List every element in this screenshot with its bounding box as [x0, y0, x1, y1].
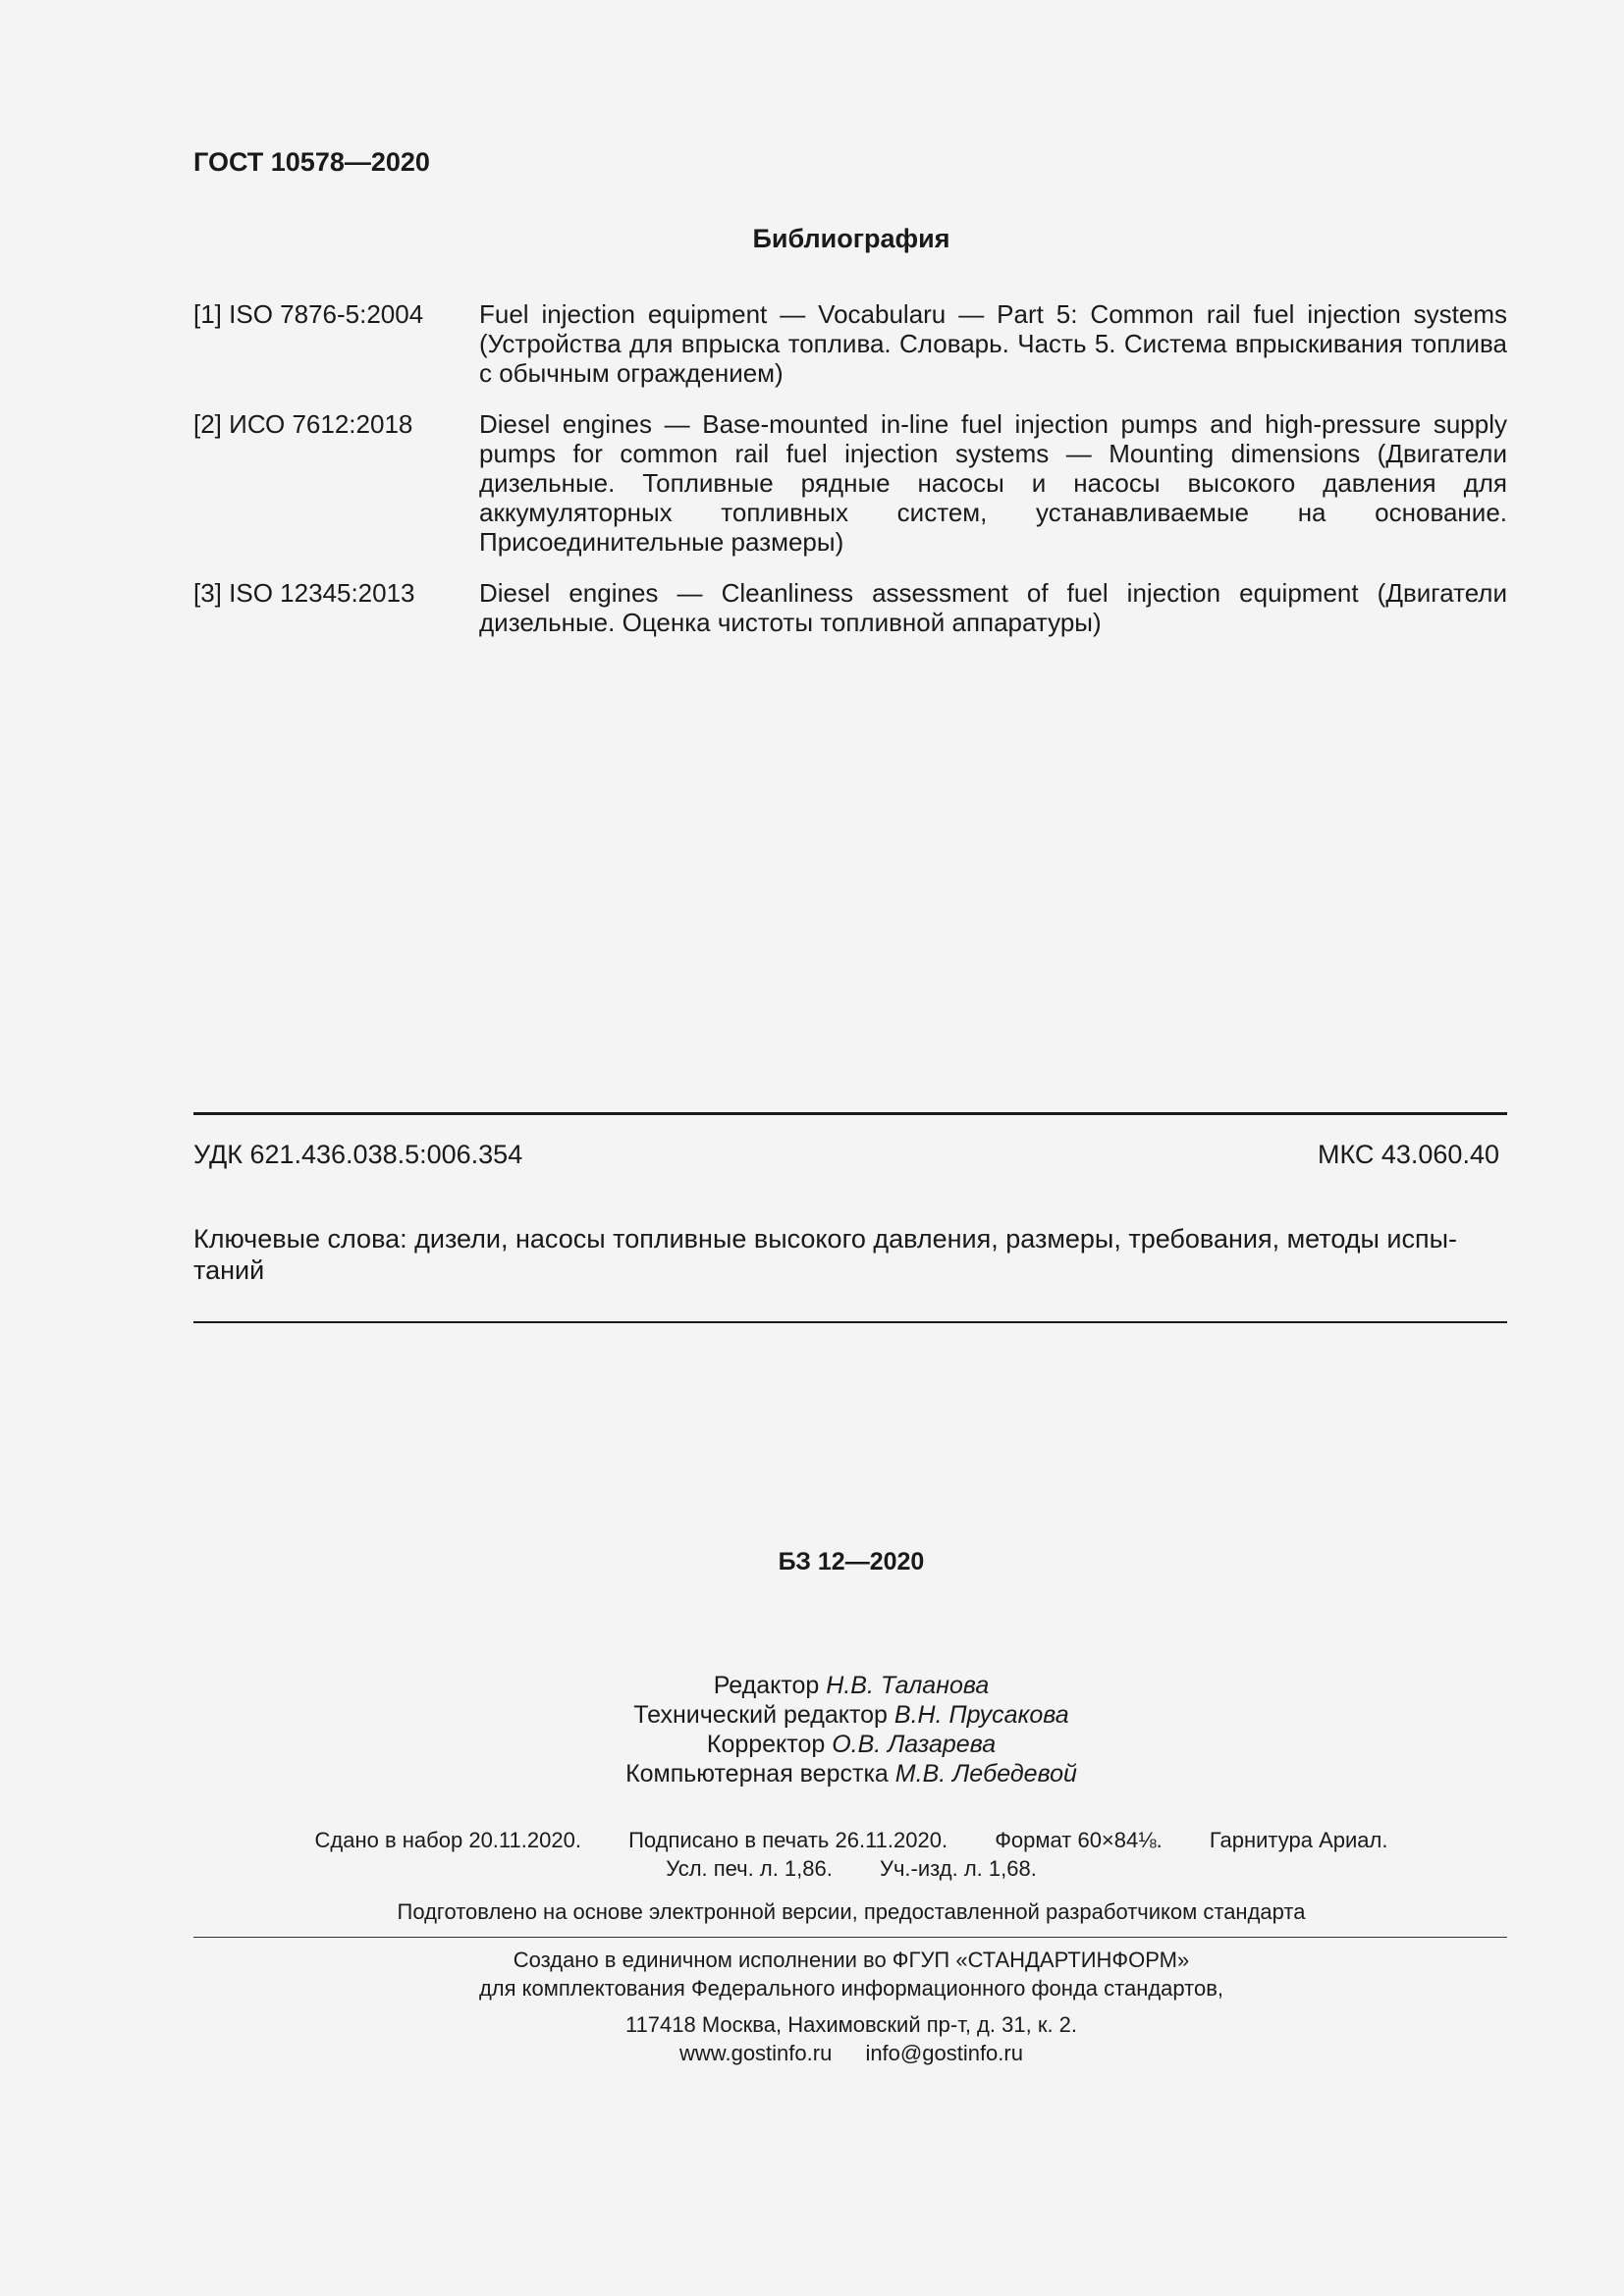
credit-name: О.В. Лазарева: [832, 1731, 997, 1758]
email-link[interactable]: info@gostinfo.ru: [865, 2041, 1023, 2065]
credit-line: [0, 1759, 1624, 1789]
top-divider: [193, 1112, 1507, 1115]
credit-role: Компьютерная верстка: [625, 1760, 889, 1788]
print-info-line: [0, 1826, 1624, 1854]
print-info: [0, 1826, 1624, 1883]
typeface: Гарнитура Ариал.: [1209, 1828, 1388, 1852]
credit-name: М.В. Лебедевой: [894, 1760, 1077, 1788]
bibliography-entry: [193, 578, 1507, 637]
imprint-divider: [193, 1937, 1507, 1938]
bibliography-entry: [193, 299, 1507, 388]
reference-id: [2] ИСО 7612:2018: [193, 409, 413, 439]
credit-role: Технический редактор: [633, 1701, 888, 1729]
document-code: ГОСТ 10578—2020: [193, 147, 430, 177]
created-line: для комплектования Федерального информационного фонда стандартов,: [478, 1976, 1224, 2001]
credit-role: Корректор: [706, 1731, 826, 1758]
credits-block: [0, 1671, 1624, 1789]
mks-code: МКС 43.060.40: [1317, 1140, 1499, 1169]
publisher-contacts: [0, 2039, 1624, 2067]
reference-text: Diesel engines — Base-mounted in-line fuel injection pumps and high-pressure supply pumps for common rail fuel injection systems — Mounting dimensions (Двигатели дизельные. Топливные рядные насосы и насосы высокого давления для аккумуляторных топливных систем, устанавливаемые на основание. Присоединительные размеры): [479, 409, 1507, 557]
reference-text: Fuel injection equipment — Vocabularu — Part 5: Common rail fuel injection systems (Устройства для впрыска топлива. Словарь. Часть 5. Система впрыскивания топлива с обычным ограждением): [479, 299, 1507, 388]
bibliography-title: Библиография: [752, 224, 950, 253]
credit-name: Н.В. Таланова: [826, 1672, 990, 1699]
reference-text: Diesel engines — Cleanliness assessment of fuel injection equipment (Двигатели дизельные. Оценка чистоты топливной аппаратуры): [479, 578, 1507, 637]
typeset-date: Сдано в набор 20.11.2020.: [314, 1828, 581, 1852]
printed-sheets: Усл. печ. л. 1,86.: [666, 1856, 833, 1881]
credit-role: Редактор: [713, 1672, 820, 1699]
credit-name: В.Н. Прусакова: [893, 1701, 1069, 1729]
format: Формат 60×84⅛.: [995, 1828, 1163, 1852]
keywords: Ключевые слова: дизели, насосы топливные высокого давления, размеры, требования, методы испытаний: [193, 1224, 1458, 1285]
reference-id: [3] ISO 12345:2013: [193, 578, 415, 608]
website-link[interactable]: www.gostinfo.ru: [679, 2041, 833, 2065]
created-line: Создано в единичном исполнении во ФГУП «СТАНДАРТИНФОРМ»: [513, 1948, 1190, 1972]
publisher-info: [0, 1946, 1624, 2067]
credit-line: [0, 1671, 1624, 1700]
credit-line: [0, 1730, 1624, 1759]
signed-date: Подписано в печать 26.11.2020.: [628, 1828, 948, 1852]
publisher-address: 117418 Москва, Нахимовский пр-т, д. 31, к. 2.: [624, 2012, 1078, 2037]
prepared-note: Подготовлено на основе электронной версии, предоставленной разработчиком стандарта: [397, 1899, 1306, 1924]
bibliography-entry: [193, 409, 1507, 557]
print-info-line: [0, 1854, 1624, 1883]
bottom-divider: [193, 1321, 1507, 1323]
credit-line: [0, 1700, 1624, 1730]
reference-id: [1] ISO 7876-5:2004: [193, 299, 424, 329]
bz-code: БЗ 12—2020: [778, 1548, 925, 1575]
udk-code: УДК 621.436.038.5:006.354: [193, 1140, 523, 1169]
publisher-sheets: Уч.-изд. л. 1,68.: [879, 1856, 1037, 1881]
bibliography-list: [193, 299, 1507, 659]
